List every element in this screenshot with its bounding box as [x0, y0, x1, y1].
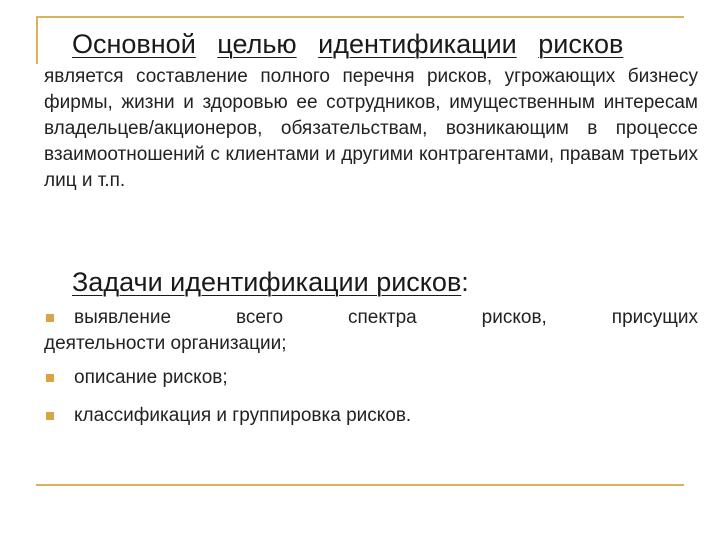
heading-word: целью [217, 29, 297, 59]
top-divider [36, 16, 684, 18]
list-item [44, 403, 698, 429]
list-item-text: описание рисков; [74, 367, 228, 388]
main-heading [72, 26, 692, 62]
tasks-heading [72, 264, 469, 300]
list-item-text: классификация и группировка рисков. [74, 405, 412, 426]
tasks-title: Задачи идентификации рисков [72, 267, 462, 297]
heading-word: Основной [72, 29, 196, 59]
square-bullet-icon [46, 314, 54, 322]
tasks-list [44, 305, 698, 429]
heading-word: рисков [538, 29, 624, 59]
bottom-divider [36, 484, 684, 486]
list-item [44, 365, 698, 391]
tasks-colon: : [461, 267, 469, 297]
square-bullet-icon [46, 374, 54, 382]
heading-word: идентификации [318, 29, 517, 59]
goal-paragraph: является составление полного перечня рисков, угрожающих бизнесу фирмы, жизни и здоровью ее сотрудников, имущественным интересам владельцев/акционеров, обязательствам, возникающим в процессе взаимоотношений с клиентами и другими контрагентами, правам третьих лиц и т.п. [44, 66, 698, 191]
square-bullet-icon [46, 412, 54, 420]
list-item [44, 305, 698, 357]
list-item-line: выявление всего спектра рисков, присущих [74, 307, 698, 328]
left-accent-line [36, 16, 38, 64]
list-item-line: деятельности организации; [44, 333, 287, 354]
